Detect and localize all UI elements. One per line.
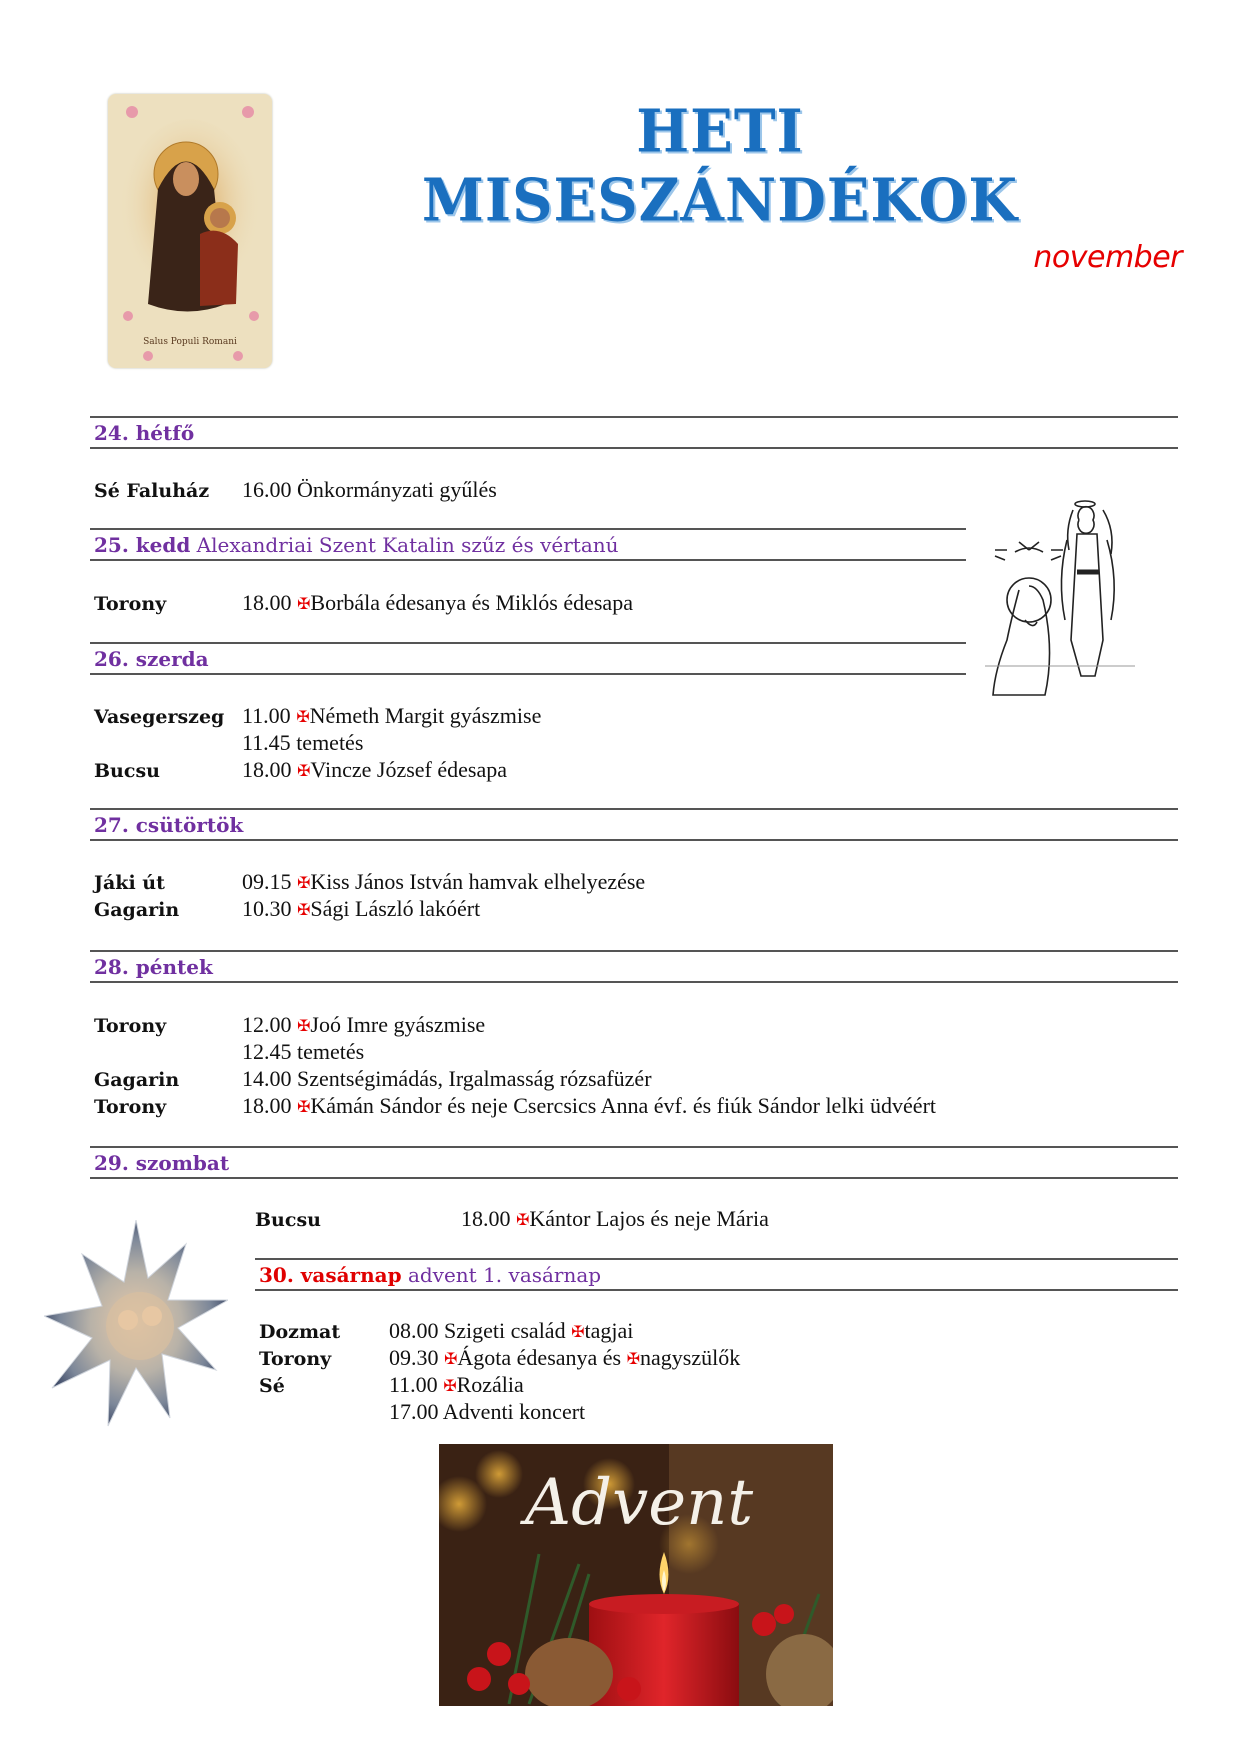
day-header <box>94 955 213 979</box>
annunciation-drawing <box>985 490 1135 700</box>
cross-icon: ✠ <box>297 761 311 780</box>
day-header <box>94 1151 229 1175</box>
feast-name: Alexandriai Szent Katalin szűz és vértanú <box>196 533 619 557</box>
entry-time: 16.00 <box>242 477 292 502</box>
entry-time: 10.30 <box>242 896 292 921</box>
entry-intention: Kámán Sándor és neje Csercsics Anna évf. és fiúk Sándor lelki üdvéért <box>310 1093 937 1118</box>
mass-entry <box>94 729 363 756</box>
cross-icon: ✠ <box>626 1349 641 1368</box>
entry-time: 09.30 <box>389 1345 439 1370</box>
day-header <box>259 1263 601 1287</box>
mass-entry <box>94 1038 364 1065</box>
icon-caption: Salus Populi Romani <box>143 337 237 347</box>
divider-line <box>90 447 1178 449</box>
entry-place: Torony <box>94 1015 167 1037</box>
mass-entry <box>94 589 633 618</box>
entry-place: Sé <box>259 1375 285 1397</box>
cross-icon: ✠ <box>297 873 311 892</box>
day-date: 25. kedd <box>94 533 191 557</box>
entry-place: Jáki út <box>94 872 165 894</box>
day-date: 26. szerda <box>94 647 209 671</box>
cross-icon: ✠ <box>571 1322 585 1341</box>
day-date: 27. csütörtök <box>94 813 244 837</box>
cross-icon: ✠ <box>444 1349 458 1368</box>
entry-intention-cont: nagyszülők <box>640 1345 741 1370</box>
entry-intention: Vincze József édesapa <box>310 757 507 782</box>
divider-line <box>90 559 966 561</box>
mass-entry <box>259 1371 524 1400</box>
divider-line <box>90 673 966 675</box>
entry-time: 09.15 <box>242 869 292 894</box>
mass-entry <box>94 1011 485 1040</box>
entry-place: Dozmat <box>259 1321 341 1343</box>
mass-entry <box>259 1344 740 1373</box>
entry-intention: temetés <box>297 1039 365 1064</box>
divider-line <box>90 950 1178 952</box>
divider-line <box>255 1258 1178 1260</box>
divider-line <box>90 839 1178 841</box>
entry-time: 17.00 <box>389 1399 439 1424</box>
entry-intention: Ágota édesanya és <box>457 1345 627 1370</box>
page-title: HETI MISESZÁNDÉKOK <box>421 96 1019 236</box>
mass-entry <box>94 895 480 924</box>
entry-intention: Németh Margit gyászmise <box>309 703 542 728</box>
entry-intention: Adventi koncert <box>442 1399 586 1424</box>
day-date: 24. hétfő <box>94 421 195 445</box>
entry-place: Vasegerszeg <box>94 706 225 728</box>
cross-icon: ✠ <box>296 707 310 726</box>
entry-time: 18.00 <box>242 757 292 782</box>
entry-intention: Szentségimádás, Irgalmasság rózsafüzér <box>297 1066 652 1091</box>
day-date: 28. péntek <box>94 955 213 979</box>
divider-line <box>90 808 1178 810</box>
entry-place: Torony <box>94 593 167 615</box>
cross-icon: ✠ <box>443 1376 457 1395</box>
star-angels-image <box>44 1220 228 1428</box>
entry-time: 11.45 <box>242 730 291 755</box>
entry-intention: Kántor Lajos és neje Mária <box>529 1206 769 1231</box>
entry-place: Torony <box>259 1348 332 1370</box>
entry-place: Bucsu <box>94 760 160 782</box>
entry-time: 12.00 <box>242 1012 292 1037</box>
entry-place: Bucsu <box>255 1209 321 1231</box>
mass-entry <box>255 1205 769 1234</box>
entry-time: 18.00 <box>242 1093 292 1118</box>
day-header <box>94 421 194 445</box>
mass-entry <box>94 868 645 897</box>
cross-icon: ✠ <box>516 1210 530 1229</box>
cross-icon: ✠ <box>297 900 311 919</box>
mass-entry <box>259 1398 585 1425</box>
entry-place: Gagarin <box>94 899 180 921</box>
day-date: 29. szombat <box>94 1151 230 1175</box>
mass-entry <box>94 1065 652 1094</box>
mass-entry <box>259 1317 633 1346</box>
mass-entry <box>94 1092 936 1121</box>
cross-icon: ✠ <box>297 594 311 613</box>
feast-name: advent 1. vasárnap <box>407 1263 602 1287</box>
madonna-icon-image <box>108 94 272 368</box>
entry-time: 12.45 <box>242 1039 292 1064</box>
mass-entry <box>94 756 507 785</box>
entry-intention: Borbála édesanya és Miklós édesapa <box>310 590 633 615</box>
entry-intention: Sági László lakóért <box>310 896 481 921</box>
day-header <box>94 647 209 671</box>
entry-place: Sé Faluház <box>94 480 210 502</box>
cross-icon: ✠ <box>297 1016 311 1035</box>
divider-line <box>90 1177 1178 1179</box>
entry-time: 14.00 <box>242 1066 292 1091</box>
divider-line <box>90 1146 1178 1148</box>
mass-entry <box>94 476 497 505</box>
entry-intention: Rozália <box>456 1372 524 1397</box>
day-header <box>94 533 619 557</box>
divider-line <box>255 1289 1178 1291</box>
day-header <box>94 813 243 837</box>
entry-intention: Joó Imre gyászmise <box>310 1012 486 1037</box>
divider-line <box>90 528 966 530</box>
entry-intention: temetés <box>296 730 364 755</box>
entry-time: 18.00 <box>242 590 292 615</box>
entry-place: Gagarin <box>94 1069 180 1091</box>
divider-line <box>90 981 1178 983</box>
cross-icon: ✠ <box>297 1097 311 1116</box>
entry-time: 08.00 <box>389 1318 439 1343</box>
entry-place: Torony <box>94 1096 167 1118</box>
entry-intention: Szigeti család <box>444 1318 572 1343</box>
entry-intention: Önkormányzati gyűlés <box>297 477 497 502</box>
entry-intention: Kiss János István hamvak elhelyezése <box>310 869 646 894</box>
divider-line <box>90 416 1178 418</box>
divider-line <box>90 642 966 644</box>
advent-image-text: Advent <box>524 1466 754 1540</box>
day-date: 30. vasárnap <box>259 1263 402 1287</box>
month-label: november <box>1033 240 1182 275</box>
entry-time: 11.00 <box>242 703 291 728</box>
entry-time: 11.00 <box>389 1372 438 1397</box>
advent-candle-image <box>439 1444 833 1706</box>
entry-intention-cont: tagjai <box>584 1318 634 1343</box>
mass-entry <box>94 702 541 731</box>
entry-time: 18.00 <box>461 1206 511 1231</box>
